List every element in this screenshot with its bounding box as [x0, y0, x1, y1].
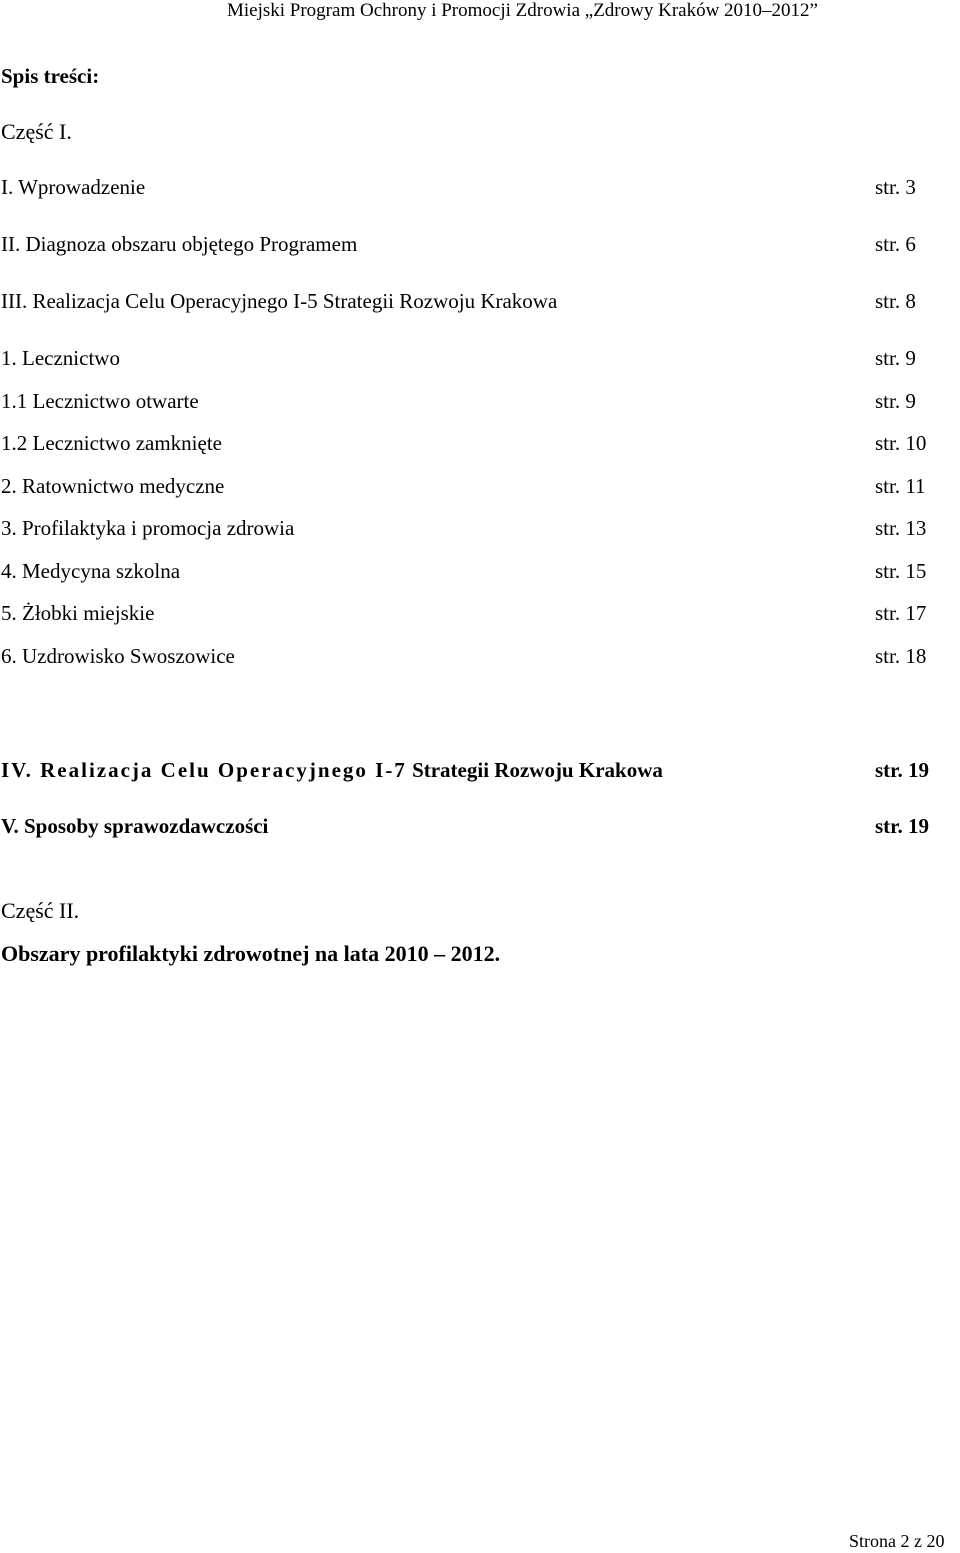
toc-entry-label-rest: Strategii Rozwoju Krakowa — [406, 758, 663, 782]
toc-entry-label: 6. Uzdrowisko Swoszowice — [1, 644, 235, 668]
toc-entry — [1, 513, 960, 543]
page-header: Miejski Program Ochrony i Promocji Zdrowia „Zdrowy Kraków 2010–2012” — [226, 0, 818, 21]
toc-entry-label: 1. Lecznictwo — [1, 346, 120, 370]
toc-entry-label: 5. Żłobki miejskie — [1, 601, 155, 625]
page-number: Strona 2 z 20 — [849, 1531, 945, 1551]
toc-entry — [1, 471, 960, 501]
toc-entry — [1, 386, 960, 416]
part-one-label: Część I. — [1, 119, 72, 144]
toc-entry-page: str. 9 — [875, 389, 916, 413]
part-two-title: Obszary profilaktyki zdrowotnej na lata 2010 – 2012. — [1, 941, 501, 966]
toc-heading: Spis treści: — [1, 64, 100, 88]
toc-entry-page: str. 19 — [875, 758, 930, 782]
toc-entry-page: str. 19 — [875, 814, 930, 838]
toc-entry-section-iv — [1, 755, 960, 785]
toc-entry-page: str. 6 — [875, 232, 916, 256]
toc-entry-label: 2. Ratownictwo medyczne — [1, 474, 225, 498]
toc-entry-page: str. 3 — [875, 175, 916, 199]
toc-entry — [1, 556, 960, 586]
toc-entry-page: str. 17 — [875, 601, 927, 625]
part-two-label: Część II. — [1, 898, 80, 923]
toc-entry — [1, 641, 960, 671]
toc-entry — [1, 172, 960, 202]
toc-entry-label: 3. Profilaktyka i promocja zdrowia — [1, 516, 295, 540]
toc-entry-page: str. 11 — [875, 474, 926, 498]
toc-entry-section-v — [1, 811, 960, 841]
toc-entry-label: 1.2 Lecznictwo zamknięte — [1, 431, 222, 455]
toc-entry-label-spaced: IV. Realizacja Celu Operacyjnego I-7 — [1, 758, 407, 782]
toc-entry-page: str. 15 — [875, 559, 927, 583]
toc-entry — [1, 229, 960, 259]
toc-entry-label: III. Realizacja Celu Operacyjnego I-5 Strategii Rozwoju Krakowa — [1, 289, 558, 313]
toc-entry-page: str. 13 — [875, 516, 927, 540]
toc-entry-label: I. Wprowadzenie — [1, 175, 146, 199]
toc-entry-label: 4. Medycyna szkolna — [1, 559, 181, 583]
toc-entry-label: 1.1 Lecznictwo otwarte — [1, 389, 199, 413]
toc-entry-label — [1, 755, 663, 785]
toc-entry — [1, 428, 960, 458]
toc-entry-page: str. 10 — [875, 431, 927, 455]
toc-entry-label: V. Sposoby sprawozdawczości — [1, 814, 269, 838]
toc-entry — [1, 286, 960, 316]
toc-entry — [1, 598, 960, 628]
toc-entry — [1, 343, 960, 373]
toc-entry-page: str. 18 — [875, 644, 927, 668]
toc-entry-page: str. 8 — [875, 289, 916, 313]
toc-entry-page: str. 9 — [875, 346, 916, 370]
toc-entry-label: II. Diagnoza obszaru objętego Programem — [1, 232, 358, 256]
